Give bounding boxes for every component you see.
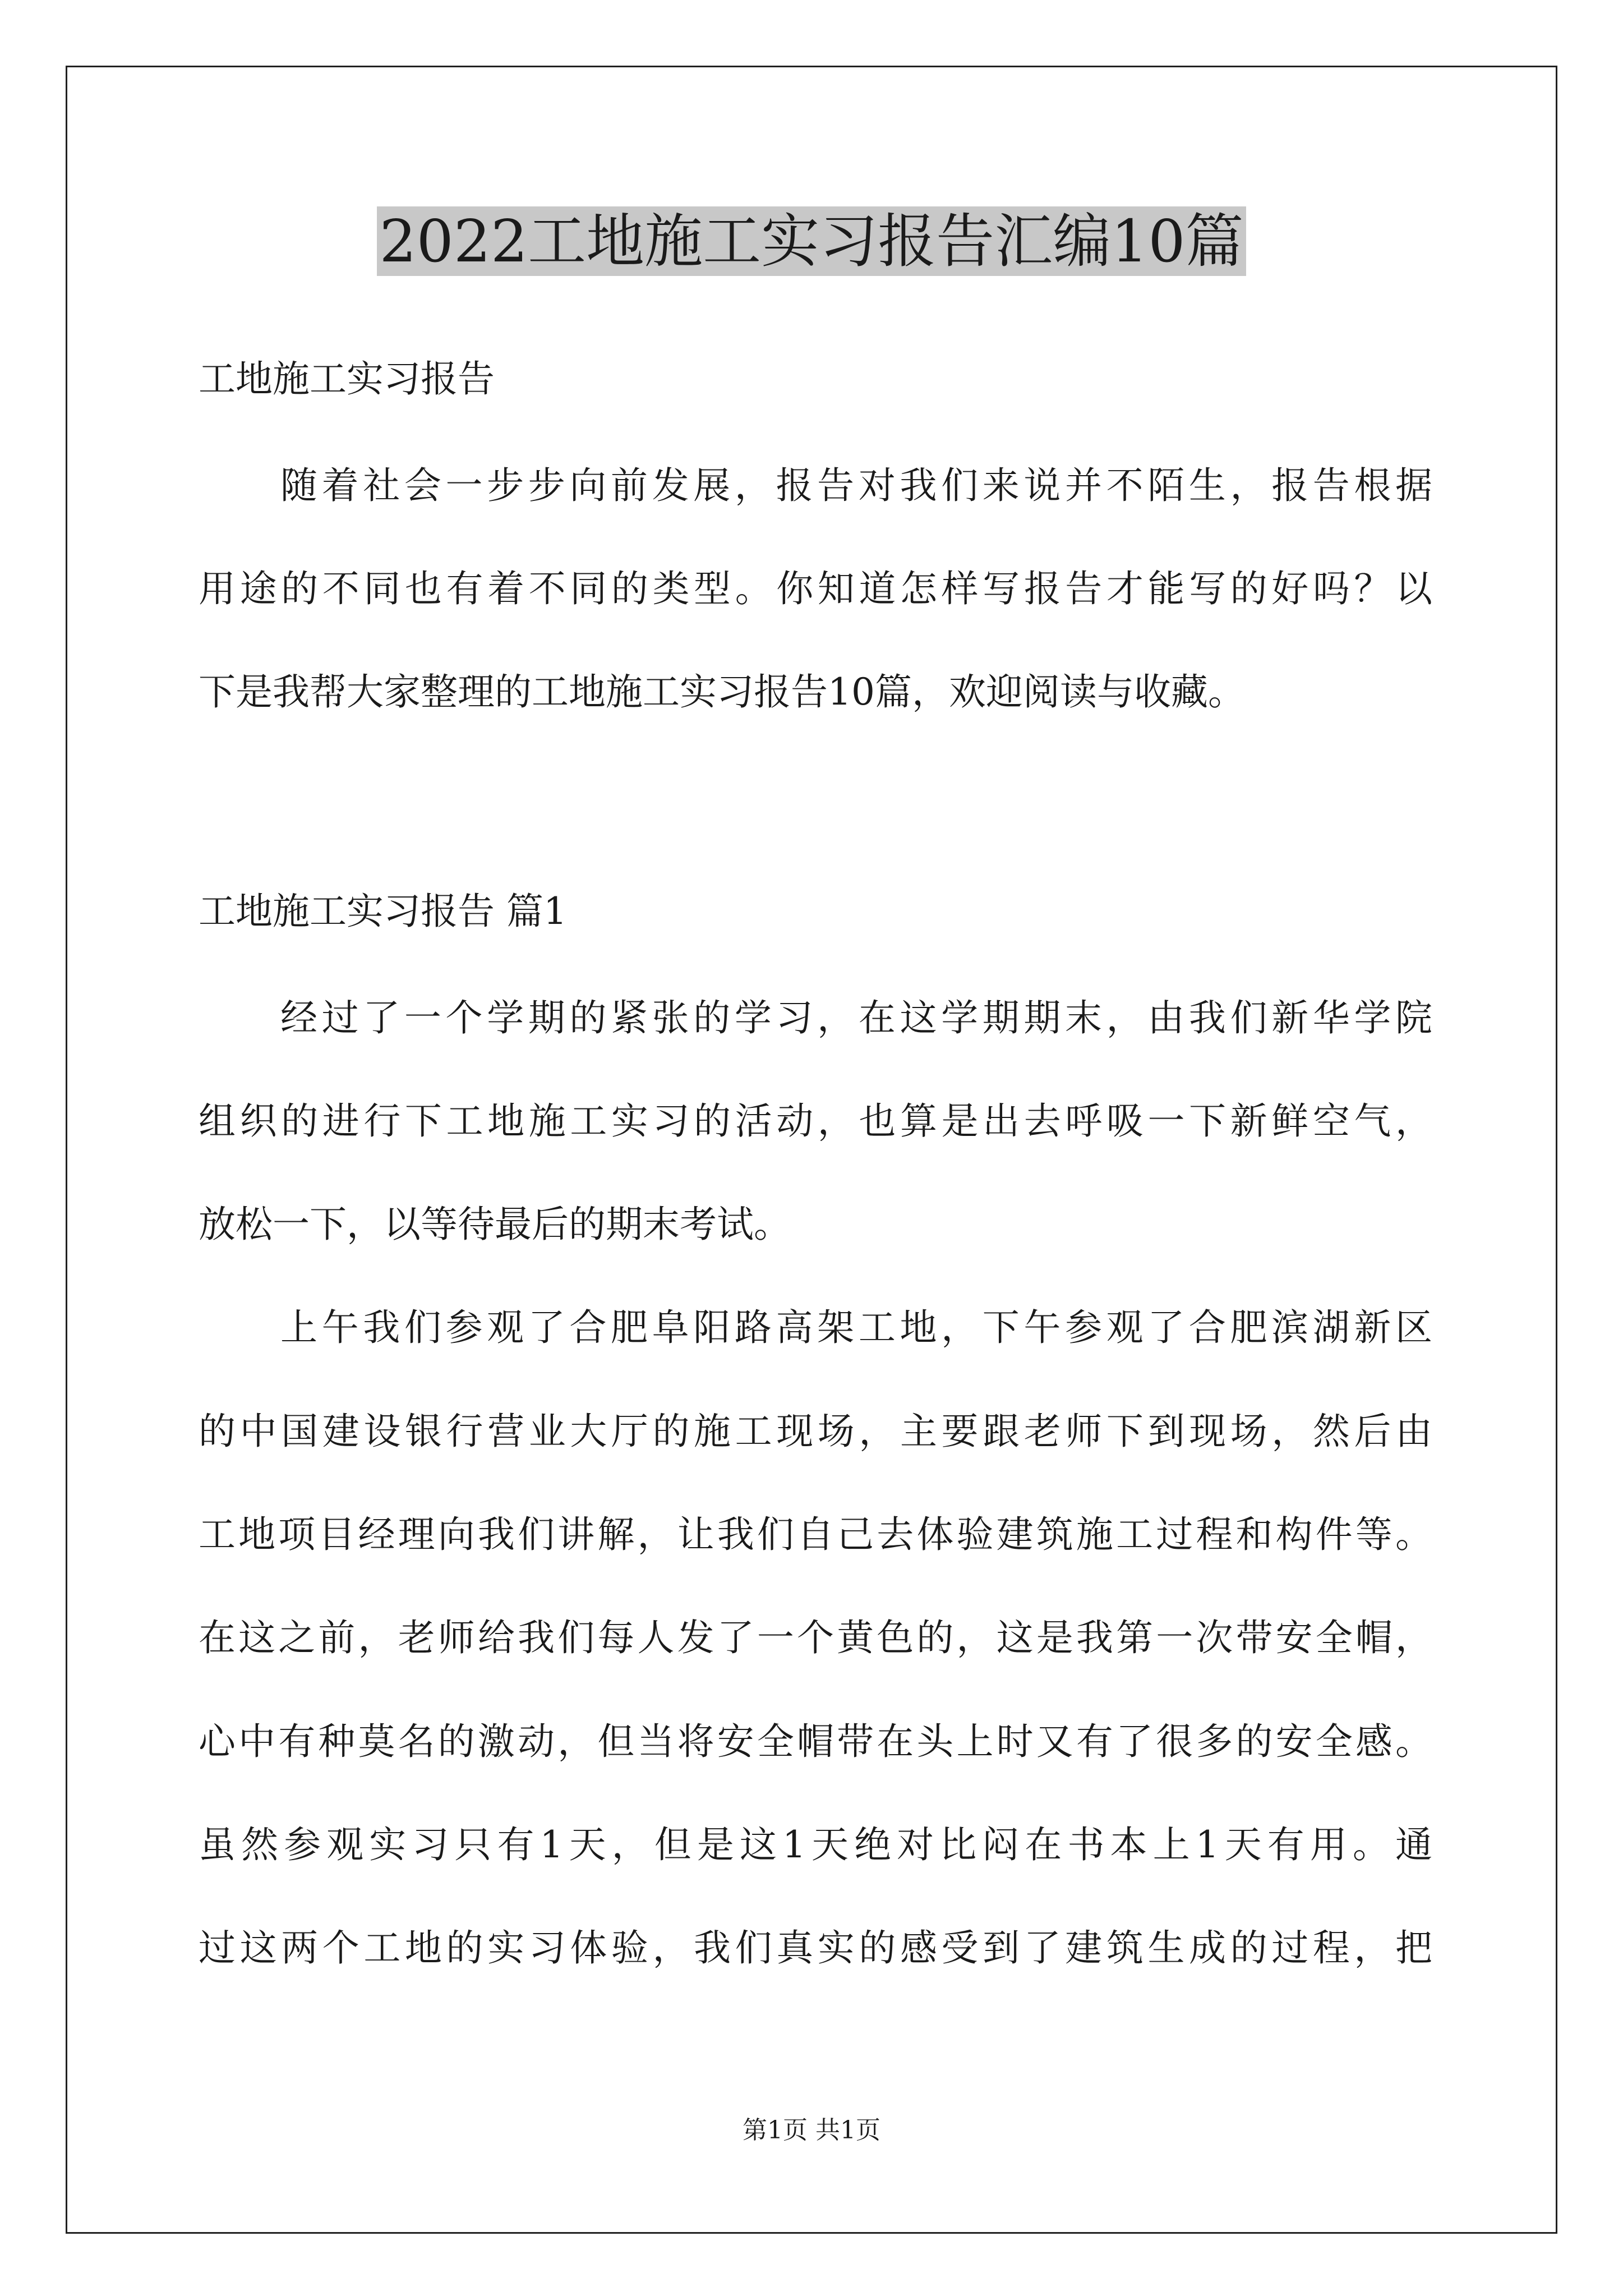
intro-line-3: 下是我帮大家整理的工地施工实习报告10篇，欢迎阅读与收藏。: [199, 670, 1245, 714]
document-title: 2022工地施工实习报告汇编10篇: [377, 206, 1246, 276]
para2-line-1: 上午我们参观了合肥阜阳路高架工地，下午参观了合肥滨湖新区: [280, 1306, 1432, 1349]
title-container: [0, 206, 1623, 276]
para2-line-6: 虽然参观实习只有1天，但是这1天绝对比闷在书本上1天有用。通: [199, 1823, 1432, 1866]
para2-line-3: 工地项目经理向我们讲解，让我们自己去体验建筑施工过程和构件等。: [199, 1513, 1432, 1556]
section1-heading: 工地施工实习报告 篇1: [199, 890, 567, 933]
para2-line-5: 心中有种莫名的激动，但当将安全帽带在头上时又有了很多的安全感。: [199, 1720, 1432, 1763]
para2-line-7: 过这两个工地的实习体验，我们真实的感受到了建筑生成的过程，把: [199, 1926, 1432, 1970]
intro-line-2: 用途的不同也有着不同的类型。你知道怎样写报告才能写的好吗？以: [199, 567, 1432, 610]
para1-line-3: 放松一下，以等待最后的期末考试。: [199, 1203, 791, 1246]
intro-heading: 工地施工实习报告: [199, 357, 495, 401]
para1-line-2: 组织的进行下工地施工实习的活动，也算是出去呼吸一下新鲜空气，: [199, 1099, 1432, 1143]
para1-line-1: 经过了一个学期的紧张的学习，在这学期期末，由我们新华学院: [280, 996, 1432, 1039]
intro-line-1: 随着社会一步步向前发展，报告对我们来说并不陌生，报告根据: [280, 464, 1432, 507]
para2-line-2: 的中国建设银行营业大厅的施工现场，主要跟老师下到现场，然后由: [199, 1410, 1432, 1453]
page-footer: 第1页 共1页: [743, 2116, 880, 2145]
para2-line-4: 在这之前，老师给我们每人发了一个黄色的，这是我第一次带安全帽，: [199, 1616, 1432, 1659]
